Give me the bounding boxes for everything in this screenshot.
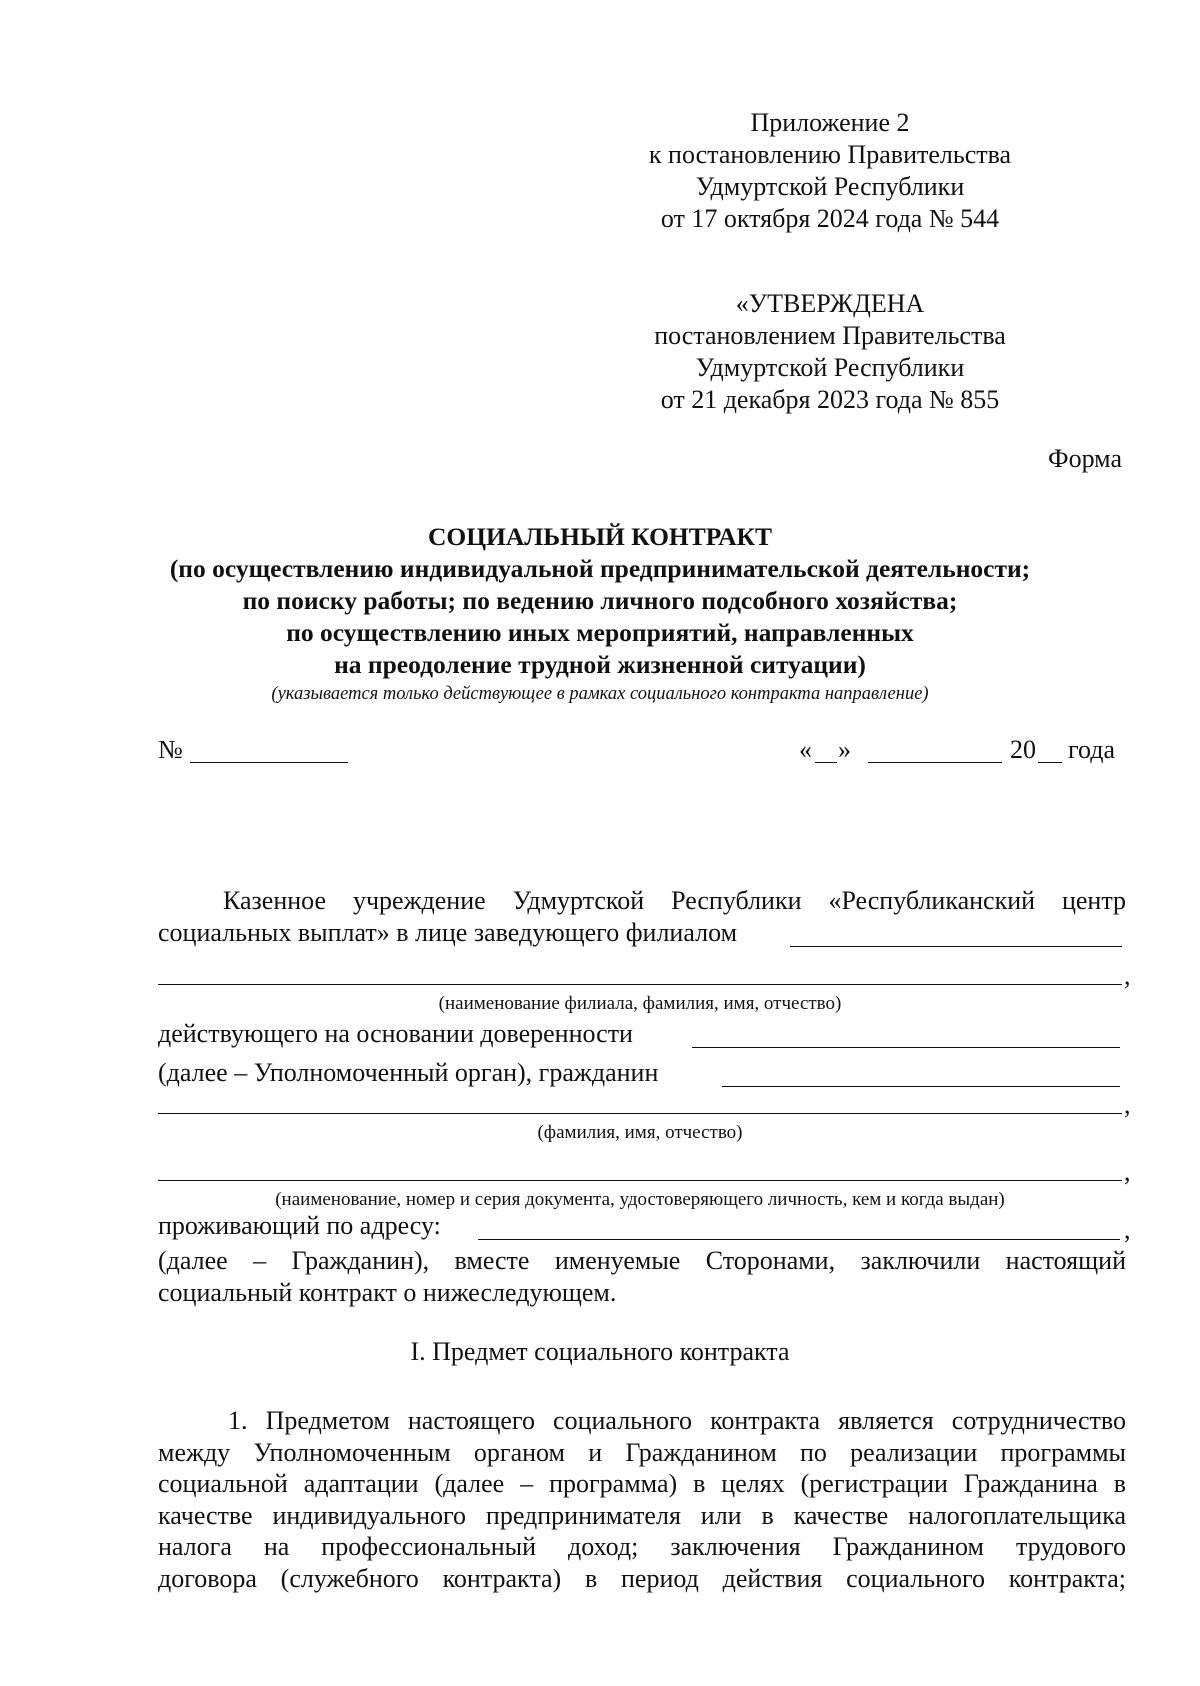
branch-name-field[interactable] <box>158 984 1122 985</box>
title-sub-4: на преодоление трудной жизненной ситуации) <box>334 650 866 679</box>
closing-line-2: социальный контракт о нижеследующем. <box>158 1277 617 1307</box>
title-sub-1: (по осуществлению индивидуальной предпринимательской деятельности; <box>169 554 1031 583</box>
appendix-line-4: от 17 октября 2024 года № 544 <box>660 204 1000 233</box>
address-field[interactable] <box>478 1239 1120 1240</box>
hint-doc: (наименование, номер и серия документа, удостоверяющего личность, кем и когда выдан) <box>275 1189 1005 1210</box>
closing-paragraph <box>158 1245 1126 1308</box>
section-line-5: налога на профессиональный доход; заключения Гражданином трудового <box>158 1532 1126 1561</box>
approved-line-4: от 21 декабря 2023 года № 855 <box>660 385 1000 414</box>
comma-1: , <box>1124 961 1131 990</box>
hint-fio: (фамилия, имя, отчество) <box>537 1122 743 1143</box>
hint-branch: (наименование филиала, фамилия, имя, отчество) <box>438 993 842 1014</box>
date-open-quote: « <box>799 735 812 764</box>
address-label: проживающий по адресу: <box>158 1211 441 1240</box>
closing-line-1: (далее – Гражданин), вместе именуемые Сторонами, заключили настоящий <box>158 1246 1126 1275</box>
year-prefix: 20 <box>1010 735 1036 764</box>
approved-line-3: Удмуртской Республики <box>695 353 965 382</box>
proxy-field[interactable] <box>692 1047 1120 1048</box>
date-day-field[interactable] <box>815 762 837 763</box>
appendix-line-2: к постановлению Правительства <box>648 140 1012 169</box>
number-sign: № <box>158 735 183 764</box>
citizen-fio-field[interactable] <box>158 1113 1122 1114</box>
comma-2: , <box>1124 1090 1131 1119</box>
date-close-quote: » <box>838 735 851 764</box>
section-line-2: между Уполномоченным органом и Гражданином по реализации программы <box>158 1437 1126 1467</box>
appendix-line-3: Удмуртской Республики <box>695 172 965 201</box>
appendix-block <box>640 107 1020 235</box>
section-line-6: договора (служебного контракта) в период действия социального контракта; <box>158 1563 1126 1593</box>
date-year-field[interactable] <box>1038 762 1062 763</box>
appendix-line-1: Приложение 2 <box>750 108 910 137</box>
proxy-label: действующего на основании доверенности <box>158 1019 633 1048</box>
section-line-4: качестве индивидуального предпринимателя или в качестве налогоплательщика <box>158 1500 1126 1530</box>
preamble-line-2: социальных выплат» в лице заведующего филиалом <box>158 918 738 947</box>
title-sub-3: по осуществлению иных мероприятий, направленных <box>286 618 914 647</box>
section-line-1: 1. Предметом настоящего социального контракта является сотрудничество <box>228 1406 1126 1435</box>
section-paragraph <box>158 1405 1126 1594</box>
preamble-line-1: Казенное учреждение Удмуртской Республики «Республиканский центр <box>223 886 1126 915</box>
title-sub-2: по поиску работы; по ведению личного подсобного хозяйства; <box>242 586 958 615</box>
authority-label: (далее – Уполномоченный орган), гражданин <box>158 1058 659 1087</box>
approved-block <box>640 288 1020 416</box>
section-line-3: социальной адаптации (далее – программа) в целях (регистрации Гражданина в <box>158 1469 1126 1498</box>
preamble-paragraph <box>158 885 1126 917</box>
section-heading: I. Предмет социального контракта <box>410 1337 790 1366</box>
date-month-field[interactable] <box>868 762 1002 763</box>
year-suffix: года <box>1068 735 1116 764</box>
comma-3: , <box>1124 1157 1131 1186</box>
citizen-name-field[interactable] <box>722 1086 1120 1087</box>
identity-document-field[interactable] <box>158 1180 1122 1181</box>
comma-4: , <box>1124 1215 1131 1244</box>
form-label: Форма <box>1048 444 1122 473</box>
document-title <box>80 521 1120 707</box>
contract-number-field[interactable] <box>190 762 348 763</box>
approved-line-1: «УТВЕРЖДЕНА <box>735 289 925 318</box>
title-note: (указывается только действующее в рамках социального контракта направление) <box>271 684 929 704</box>
title-main: СОЦИАЛЬНЫЙ КОНТРАКТ <box>427 522 773 551</box>
branch-head-field[interactable] <box>790 946 1122 947</box>
approved-line-2: постановлением Правительства <box>654 321 1006 350</box>
